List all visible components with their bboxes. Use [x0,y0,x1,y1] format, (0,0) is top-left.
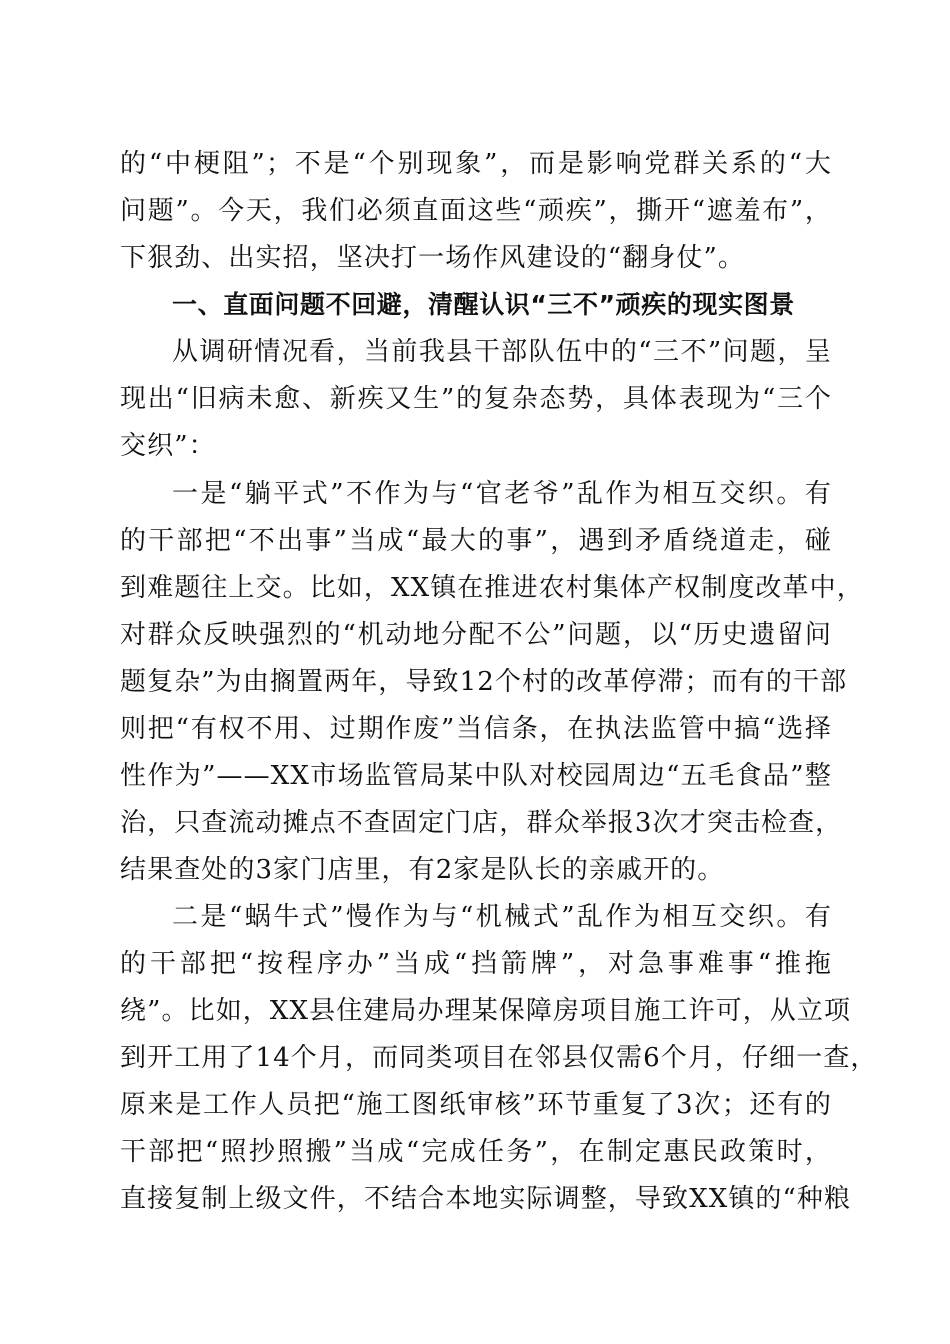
body-text-line: 下狠劲、出实招，坚决打一场作风建设的“翻身仗”。 [120,243,745,273]
body-text-line: 结果查处的3家门店里，有2家是队长的亲戚开的。 [120,855,725,885]
body-text-line: 到开工用了14个月，而同类项目在邻县仅需6个月，仔细一查， [120,1043,878,1073]
body-text-line: 治，只查流动摊点不查固定门店，群众举报3次才突击检查， [120,808,843,838]
body-text-line: 二是“蜗牛式”慢作为与“机械式”乱作为相互交织。有 [172,902,832,932]
body-text-line: 的干部把“按程序办”当成“挡箭牌”，对急事难事“推拖 [120,949,832,979]
body-text-line: 的干部把“不出事”当成“最大的事”，遇到矛盾绕道走，碰 [120,526,832,556]
body-text-line: 原来是工作人员把“施工图纸审核”环节重复了3次；还有的 [120,1090,832,1120]
body-text-line: 性作为”——XX市场监管局某中队对校园周边“五毛食品”整 [120,761,832,791]
body-text-line: 绕”。比如，XX县住建局办理某保障房项目施工许可，从立项 [120,996,852,1026]
body-text-line: 则把“有权不用、过期作废”当信条，在执法监管中搞“选择 [120,714,832,744]
body-text-line: 问题”。今天，我们必须直面这些“顽疾”，撕开“遮羞布”， [120,196,832,226]
body-text-line: 的“中梗阻”；不是“个别现象”，而是影响党群关系的“大 [120,149,832,179]
body-text-line: 干部把“照抄照搬”当成“完成任务”，在制定惠民政策时， [120,1137,832,1167]
body-text-line: 到难题往上交。比如，XX镇在推进农村集体产权制度改革中， [120,573,864,603]
body-text-line: 题复杂”为由搁置两年，导致12个村的改革停滞；而有的干部 [120,667,848,697]
body-text-line: 对群众反映强烈的“机动地分配不公”问题，以“历史遗留问 [120,620,832,650]
body-text-line: 交织”： [120,431,216,461]
section-heading: 一、直面问题不回避，清醒认识“三不”顽疾的现实图景 [172,290,795,319]
body-text-line: 从调研情况看，当前我县干部队伍中的“三不”问题，呈 [172,337,832,367]
body-text-line: 现出“旧病未愈、新疾又生”的复杂态势，具体表现为“三个 [120,384,832,414]
body-text-line: 一是“躺平式”不作为与“官老爷”乱作为相互交织。有 [172,479,832,509]
body-text-line: 直接复制上级文件，不结合本地实际调整，导致XX镇的“种粮 [120,1184,852,1214]
